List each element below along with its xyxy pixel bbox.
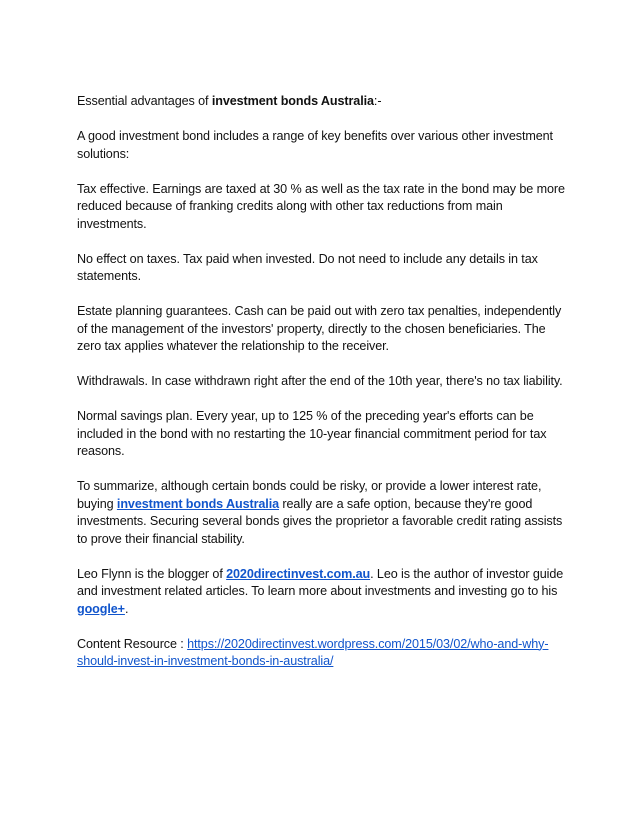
author-text-1: Leo Flynn is the blogger of bbox=[77, 566, 227, 581]
author-text-3: . bbox=[124, 601, 129, 616]
content-resource-label: Content Resource : bbox=[77, 636, 188, 651]
author-text-2: . Leo is the author of investor guide and investment related articles. To learn more about investments and investing go to his bbox=[77, 566, 564, 598]
overview-paragraph: A good investment bond includes a range of key benefits over various other investment solutions: bbox=[77, 129, 553, 161]
intro-suffix: :- bbox=[373, 94, 382, 108]
site-link[interactable]: 2020directinvest.com.au bbox=[226, 566, 371, 581]
content-resource-paragraph bbox=[77, 636, 567, 671]
investment-bonds-link[interactable]: investment bonds Australia bbox=[116, 496, 280, 511]
intro-bold-term: investment bonds Australia bbox=[211, 94, 374, 108]
intro-heading bbox=[77, 93, 567, 111]
summary-text-2: really are a safe option, because they're good investments. Securing several bonds gives the proprietor a favorable credit rating assists to prove their financial stability. bbox=[77, 496, 563, 546]
tax-effective-paragraph: Tax effective. Earnings are taxed at 30 % as well as the tax rate in the bond may be more reduced because of franking credits along with other tax reductions from main investments. bbox=[77, 181, 565, 231]
document-body bbox=[77, 93, 567, 688]
intro-prefix: Essential advantages of bbox=[77, 94, 212, 108]
savings-plan-paragraph: Normal savings plan. Every year, up to 125 % of the preceding year's efforts can be included in the bond with no restarting the 10-year financial commitment period for tax reasons. bbox=[77, 409, 547, 458]
estate-planning-paragraph: Estate planning guarantees. Cash can be paid out with zero tax penalties, independently of the management of the investors' property, directly to the chosen beneficiaries. The zero tax applies whatever the relationship to the receiver. bbox=[77, 304, 562, 353]
content-resource-link[interactable]: https://2020directinvest.wordpress.com/2015/03/02/who-and-why-should-invest-in-investment-bonds-in-australia/ bbox=[77, 636, 549, 668]
google-plus-link[interactable]: google+ bbox=[77, 601, 125, 616]
summary-text-1: To summarize, although certain bonds could be risky, or provide a lower interest rate, buying bbox=[77, 479, 542, 511]
withdrawals-paragraph: Withdrawals. In case withdrawn right after the end of the 10th year, there's no tax liability. bbox=[77, 374, 563, 388]
summary-paragraph bbox=[77, 478, 567, 548]
author-paragraph bbox=[77, 566, 567, 619]
no-effect-paragraph: No effect on taxes. Tax paid when invested. Do not need to include any details in tax statements. bbox=[77, 251, 538, 283]
